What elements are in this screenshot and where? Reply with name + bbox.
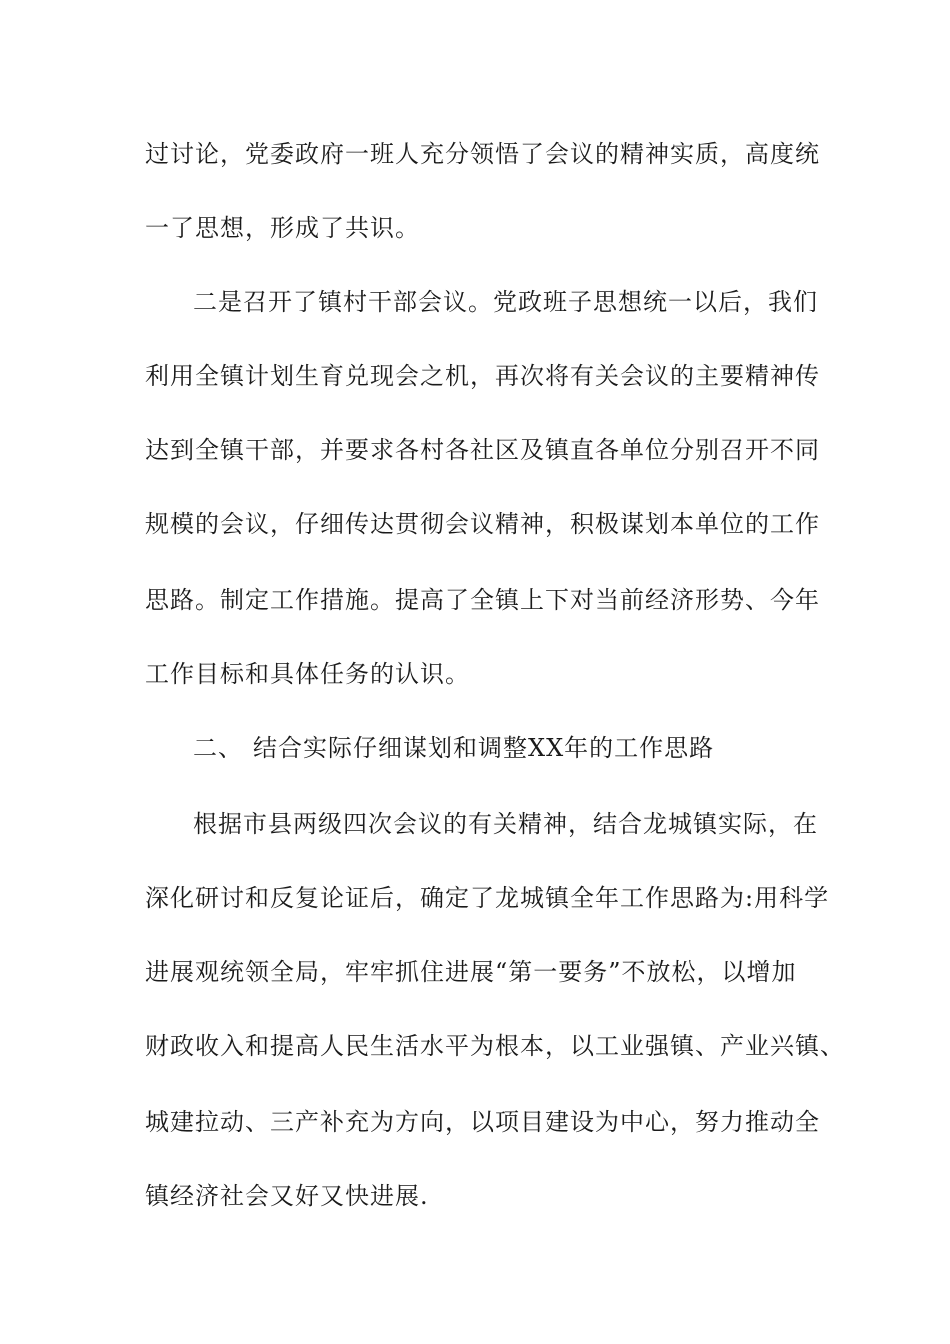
paragraph-line: 一了思想，形成了共识。 <box>145 214 420 242</box>
paragraph-line: 进展观统领全局，牢牢抓住进展“第一要务”不放松，以增加 <box>145 958 797 986</box>
section-heading-number: 二、 <box>193 734 243 762</box>
paragraph-line: 财政收入和提高人民生活水平为根本，以工业强镇、产业兴镇、 <box>145 1032 845 1060</box>
paragraph-line: 二是召开了镇村干部会议。党政班子思想统一以后，我们 <box>193 288 818 316</box>
paragraph-line: 工作目标和具体任务的认识。 <box>145 660 470 688</box>
paragraph-line: 思路。制定工作措施。提高了全镇上下对当前经济形势、今年 <box>145 586 820 614</box>
paragraph-line: 规模的会议，仔细传达贯彻会议精神，积极谋划本单位的工作 <box>145 510 820 538</box>
paragraph-line: 深化研讨和反复论证后，确定了龙城镇全年工作思路为:用科学 <box>145 884 830 912</box>
paragraph-line: 过讨论，党委政府一班人充分领悟了会议的精神实质，高度统 <box>145 140 820 168</box>
paragraph-line: 镇经济社会又好又快进展. <box>145 1182 429 1210</box>
paragraph-line: 利用全镇计划生育兑现会之机，再次将有关会议的主要精神传 <box>145 362 820 390</box>
paragraph-line: 城建拉动、三产补充为方向，以项目建设为中心，努力推动全 <box>145 1108 820 1136</box>
paragraph-line: 根据市县两级四次会议的有关精神，结合龙城镇实际，在 <box>193 810 818 838</box>
section-heading-title: 结合实际仔细谋划和调整XX年的工作思路 <box>253 734 715 762</box>
paragraph-line: 达到全镇干部，并要求各村各社区及镇直各单位分别召开不同 <box>145 436 820 464</box>
